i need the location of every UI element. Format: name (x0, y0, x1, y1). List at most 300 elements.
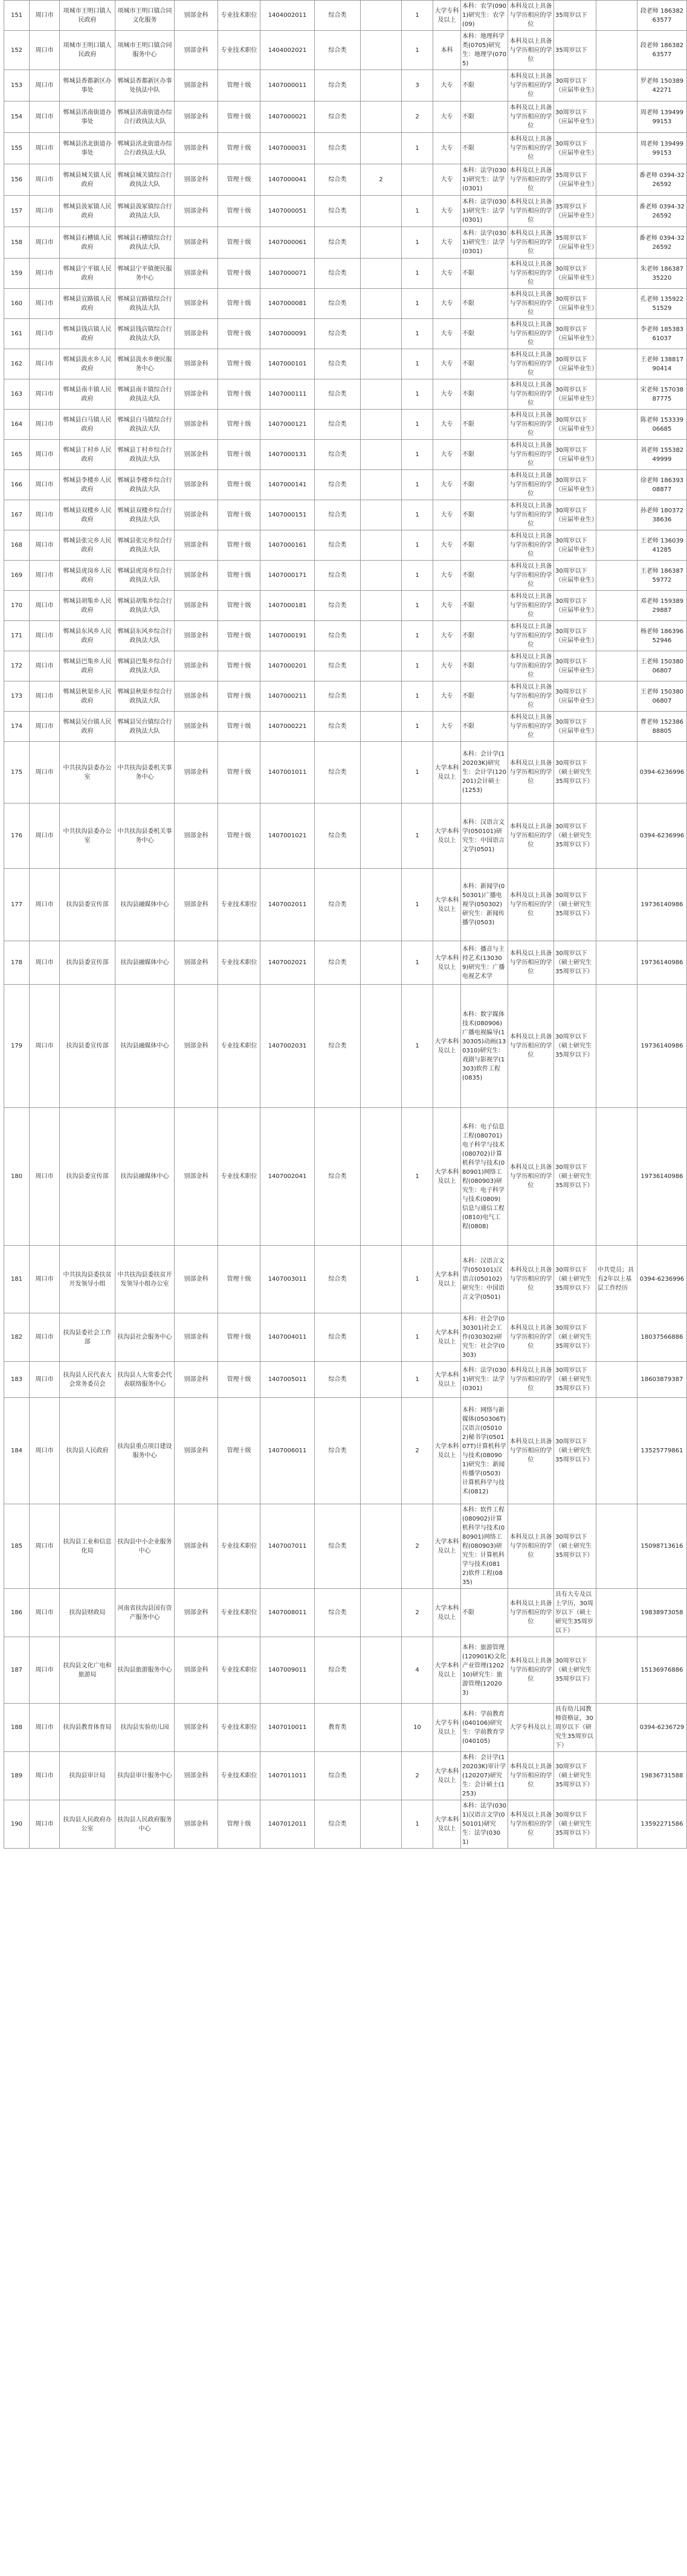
cell-no: 172 (4, 651, 30, 681)
cell-unit: 扶沟县财政局 (60, 1589, 115, 1637)
cell-req: 本科及以上具备与学历相应的学位 (508, 530, 554, 561)
cell-note (596, 1398, 637, 1504)
cell-req: 本科及以上具备与学历相应的学位 (508, 196, 554, 227)
table-body (4, 1, 687, 1849)
table-row (4, 227, 687, 259)
cell-req: 本科及以上具备与学历相应的学位 (508, 289, 554, 319)
cell-code: 1407000161 (260, 530, 315, 561)
cell-exam (361, 1246, 402, 1313)
cell-note (596, 681, 637, 712)
cell-edu: 大专 (433, 227, 461, 259)
cell-contact: 19836731588 (637, 1752, 687, 1800)
cell-cat: 综合类 (315, 985, 361, 1108)
cell-code: 1407002041 (260, 1108, 315, 1246)
cell-post: 专业技术职位 (218, 985, 260, 1108)
cell-req: 本科及以上具备与学历相应的学位 (508, 742, 554, 803)
cell-contact: 19736140986 (637, 1108, 687, 1246)
cell-cat: 综合类 (315, 259, 361, 289)
cell-edu: 本科 (433, 31, 461, 70)
cell-post: 管理十级 (218, 712, 260, 742)
cell-edu: 大专 (433, 133, 461, 164)
cell-num: 1 (402, 561, 433, 591)
cell-post: 管理十级 (218, 500, 260, 530)
cell-cat: 综合类 (315, 1589, 361, 1637)
cell-unit: 郸城县巴集乡人民政府 (60, 651, 115, 681)
cell-type: 别部金科 (175, 440, 218, 470)
cell-contact: 曹老师 15238688805 (637, 712, 687, 742)
cell-cat: 综合类 (315, 869, 361, 941)
cell-post: 专业技术职位 (218, 1704, 260, 1752)
cell-exam (361, 1504, 402, 1589)
cell-dept: 扶沟县融媒体中心 (115, 1108, 175, 1246)
cell-edu: 大专 (433, 379, 461, 410)
cell-note (596, 561, 637, 591)
cell-other: 具有大专及以上学历，30周岁以下（硕士研究生35周岁以下） (554, 1589, 596, 1637)
cell-major: 本科：汉语言文学(050101)研究生：中国语言文学(0501) (461, 803, 508, 869)
cell-unit: 郸城县石槽镇人民政府 (60, 227, 115, 259)
table-row (4, 1362, 687, 1398)
cell-req: 本科及以上具备与学历相应的学位 (508, 101, 554, 133)
cell-type: 别部金科 (175, 712, 218, 742)
cell-cat: 综合类 (315, 651, 361, 681)
cell-type: 别部金科 (175, 1752, 218, 1800)
cell-type: 别部金科 (175, 470, 218, 500)
cell-other: 30周岁以下（应届毕业生） (554, 133, 596, 164)
cell-edu: 大学本科及以上 (433, 1504, 461, 1589)
cell-major: 本科：旅游管理(120901K)文化产业管理(120210)研究生：旅游管理(120203) (461, 1637, 508, 1704)
cell-num: 4 (402, 1637, 433, 1704)
table-row (4, 803, 687, 869)
cell-edu: 大学本科及以上 (433, 869, 461, 941)
cell-cat: 综合类 (315, 561, 361, 591)
cell-req: 本科及以上具备与学历相应的学位 (508, 349, 554, 379)
cell-req: 本科及以上具备与学历相应的学位 (508, 133, 554, 164)
cell-contact: 宋老师 15703887775 (637, 379, 687, 410)
cell-no: 152 (4, 31, 30, 70)
cell-other: 30周岁以下（硕士研究生35周岁以下） (554, 1246, 596, 1313)
cell-dept: 河南省扶沟县国有资产服务中心 (115, 1589, 175, 1637)
table-row (4, 31, 687, 70)
cell-unit: 郸城县李楼乡人民政府 (60, 470, 115, 500)
cell-type: 别部金科 (175, 651, 218, 681)
cell-contact: 0394-6236996 (637, 803, 687, 869)
cell-contact: 段老师 18638263577 (637, 31, 687, 70)
cell-edu: 大专 (433, 561, 461, 591)
cell-city: 周口市 (30, 410, 60, 440)
cell-req: 本科及以上具备与学历相应的学位 (508, 1800, 554, 1849)
cell-code: 1407010011 (260, 1704, 315, 1752)
cell-exam (361, 941, 402, 985)
cell-req: 本科及以上具备与学历相应的学位 (508, 164, 554, 196)
cell-city: 周口市 (30, 1800, 60, 1849)
cell-note (596, 70, 637, 101)
cell-num: 1 (402, 621, 433, 651)
cell-cat: 教育类 (315, 1704, 361, 1752)
cell-edu: 大专 (433, 101, 461, 133)
cell-num: 2 (402, 101, 433, 133)
cell-type: 别部金科 (175, 681, 218, 712)
cell-exam (361, 1800, 402, 1849)
cell-edu: 大专 (433, 530, 461, 561)
cell-type: 别部金科 (175, 561, 218, 591)
cell-no: 153 (4, 70, 30, 101)
cell-exam (361, 1, 402, 31)
cell-major: 不限 (461, 440, 508, 470)
cell-city: 周口市 (30, 70, 60, 101)
cell-city: 周口市 (30, 1, 60, 31)
cell-city: 周口市 (30, 941, 60, 985)
cell-major: 本科：法学(0301)研究生：法学(0301) (461, 164, 508, 196)
cell-req: 本科及以上具备与学历相应的学位 (508, 1246, 554, 1313)
cell-dept: 郸城县石槽镇综合行政执法大队 (115, 227, 175, 259)
cell-major: 本科：学前教育(040106)研究生：学前教育学(040105) (461, 1704, 508, 1752)
cell-req: 本科及以上具备与学历相应的学位 (508, 1108, 554, 1246)
cell-req: 本科及以上具备与学历相应的学位 (508, 259, 554, 289)
cell-city: 周口市 (30, 319, 60, 349)
cell-cat: 综合类 (315, 319, 361, 349)
cell-note (596, 530, 637, 561)
table-row (4, 591, 687, 621)
table-row (4, 941, 687, 985)
cell-post: 专业技术职位 (218, 1108, 260, 1246)
cell-post: 管理十级 (218, 530, 260, 561)
cell-exam (361, 803, 402, 869)
cell-city: 周口市 (30, 133, 60, 164)
cell-contact: 王老师 13881790414 (637, 349, 687, 379)
cell-city: 周口市 (30, 803, 60, 869)
cell-no: 186 (4, 1589, 30, 1637)
cell-unit: 郸城县汲冢镇人民政府 (60, 196, 115, 227)
cell-cat: 综合类 (315, 70, 361, 101)
cell-other: 30周岁以下（硕士研究生35周岁以下） (554, 1362, 596, 1398)
table-row (4, 410, 687, 440)
cell-num: 2 (402, 1398, 433, 1504)
cell-num: 1 (402, 319, 433, 349)
cell-other: 35周岁以下 (554, 1, 596, 31)
cell-other: 30周岁以下（硕士研究生35周岁以下） (554, 869, 596, 941)
cell-unit: 扶沟县委宣传部 (60, 941, 115, 985)
table-row (4, 1752, 687, 1800)
cell-type: 别部金科 (175, 1362, 218, 1398)
cell-code: 1407002031 (260, 985, 315, 1108)
cell-code: 1407000191 (260, 621, 315, 651)
cell-city: 周口市 (30, 621, 60, 651)
cell-cat: 综合类 (315, 133, 361, 164)
cell-dept: 扶沟县融媒体中心 (115, 941, 175, 985)
cell-cat: 综合类 (315, 349, 361, 379)
cell-unit: 郸城县胡集乡人民政府 (60, 591, 115, 621)
cell-dept: 郸城县汲冢镇综合行政执法大队 (115, 196, 175, 227)
cell-note (596, 31, 637, 70)
cell-unit: 郸城县汲水乡人民政府 (60, 349, 115, 379)
cell-type: 别部金科 (175, 259, 218, 289)
cell-unit: 项城市王明口镇人民政府 (60, 31, 115, 70)
cell-city: 周口市 (30, 349, 60, 379)
cell-other: 30周岁以下（硕士研究生35周岁以下） (554, 742, 596, 803)
cell-no: 154 (4, 101, 30, 133)
cell-contact: 18037566886 (637, 1313, 687, 1362)
cell-no: 156 (4, 164, 30, 196)
cell-note (596, 803, 637, 869)
cell-no: 173 (4, 681, 30, 712)
cell-type: 别部金科 (175, 1504, 218, 1589)
cell-code: 1407006011 (260, 1398, 315, 1504)
table-row (4, 70, 687, 101)
cell-type: 别部金科 (175, 70, 218, 101)
cell-edu: 大学本科及以上 (433, 1752, 461, 1800)
cell-unit: 郸城县宁平镇人民政府 (60, 259, 115, 289)
cell-cat: 综合类 (315, 410, 361, 440)
cell-city: 周口市 (30, 289, 60, 319)
cell-cat: 综合类 (315, 101, 361, 133)
cell-major: 不限 (461, 651, 508, 681)
table-row (4, 440, 687, 470)
cell-major: 本科：法学(0301)汉语言文学(050101)研究生：法学(0301) (461, 1800, 508, 1849)
cell-other: 30周岁以下（硕士研究生35周岁以下） (554, 803, 596, 869)
cell-unit: 郸城县南丰镇人民政府 (60, 379, 115, 410)
cell-other: 30周岁以下（硕士研究生35周岁以下） (554, 1752, 596, 1800)
cell-major: 不限 (461, 530, 508, 561)
cell-exam (361, 133, 402, 164)
cell-no: 157 (4, 196, 30, 227)
cell-req: 本科及以上具备与学历相应的学位 (508, 470, 554, 500)
cell-edu: 大专 (433, 440, 461, 470)
cell-unit: 扶沟县委宣传部 (60, 985, 115, 1108)
cell-contact: 番老师 0394-3226592 (637, 227, 687, 259)
table-row (4, 319, 687, 349)
cell-req: 本科及以上具备与学历相应的学位 (508, 621, 554, 651)
cell-contact: 邓老师 15938929887 (637, 591, 687, 621)
cell-cat: 综合类 (315, 289, 361, 319)
cell-other: 30周岁以下（应届毕业生） (554, 500, 596, 530)
cell-code: 1407001021 (260, 803, 315, 869)
cell-no: 170 (4, 591, 30, 621)
cell-code: 1404002011 (260, 1, 315, 31)
cell-req: 本科及以上具备与学历相应的学位 (508, 681, 554, 712)
cell-edu: 大专 (433, 349, 461, 379)
cell-type: 别部金科 (175, 319, 218, 349)
cell-req: 本科及以上具备与学历相应的学位 (508, 319, 554, 349)
cell-req: 本科及以上具备与学历相应的学位 (508, 985, 554, 1108)
cell-req: 本科及以上具备与学历相应的学位 (508, 1313, 554, 1362)
cell-exam (361, 410, 402, 440)
cell-no: 159 (4, 259, 30, 289)
cell-other: 35周岁以下（应届毕业生） (554, 164, 596, 196)
cell-dept: 郸城县吴台镇综合行政执法大队 (115, 712, 175, 742)
cell-contact: 陈老师 15333906685 (637, 410, 687, 440)
cell-code: 1407000051 (260, 196, 315, 227)
cell-contact: 刘老师 15538249999 (637, 440, 687, 470)
cell-req: 本科及以上具备与学历相应的学位 (508, 591, 554, 621)
cell-note (596, 742, 637, 803)
cell-city: 周口市 (30, 869, 60, 941)
cell-req: 本科及以上具备与学历相应的学位 (508, 1, 554, 31)
cell-note (596, 941, 637, 985)
cell-note (596, 440, 637, 470)
cell-num: 1 (402, 349, 433, 379)
cell-city: 周口市 (30, 1504, 60, 1589)
cell-other: 30周岁以下（应届毕业生） (554, 410, 596, 440)
cell-edu: 大专 (433, 651, 461, 681)
cell-other: 30周岁以下（应届毕业生） (554, 70, 596, 101)
cell-cat: 综合类 (315, 941, 361, 985)
cell-city: 周口市 (30, 742, 60, 803)
cell-num: 3 (402, 70, 433, 101)
cell-edu: 大专 (433, 681, 461, 712)
cell-exam (361, 591, 402, 621)
cell-no: 169 (4, 561, 30, 591)
cell-contact: 13592271586 (637, 1800, 687, 1849)
cell-type: 别部金科 (175, 500, 218, 530)
cell-major: 本科：法学(0301)研究生：法学(0301) (461, 196, 508, 227)
cell-code: 1407000061 (260, 227, 315, 259)
cell-major: 不限 (461, 591, 508, 621)
cell-contact: 13525779861 (637, 1398, 687, 1504)
cell-note (596, 470, 637, 500)
cell-num: 1 (402, 681, 433, 712)
cell-exam (361, 985, 402, 1108)
cell-city: 周口市 (30, 1246, 60, 1313)
cell-dept: 郸城县丁村乡综合行政执法大队 (115, 440, 175, 470)
cell-edu: 大学专科及以上 (433, 1704, 461, 1752)
table-row (4, 561, 687, 591)
cell-type: 别部金科 (175, 1589, 218, 1637)
cell-contact: 0394-6236996 (637, 742, 687, 803)
cell-other: 35周岁以下（应届毕业生） (554, 227, 596, 259)
cell-no: 188 (4, 1704, 30, 1752)
cell-exam (361, 681, 402, 712)
cell-cat: 综合类 (315, 1246, 361, 1313)
cell-type: 别部金科 (175, 803, 218, 869)
cell-type: 别部金科 (175, 410, 218, 440)
cell-other: 30周岁以下（应届毕业生） (554, 681, 596, 712)
cell-other: 30周岁以下（应届毕业生） (554, 651, 596, 681)
cell-other: 30周岁以下（硕士研究生35周岁以下） (554, 1637, 596, 1704)
cell-dept: 郸城县洺北街道办综合行政执法大队 (115, 133, 175, 164)
cell-req: 本科及以上具备与学历相应的学位 (508, 440, 554, 470)
cell-type: 别部金科 (175, 164, 218, 196)
table-row (4, 289, 687, 319)
cell-dept: 扶沟县重点项目建设服务中心 (115, 1398, 175, 1504)
cell-code: 1407011011 (260, 1752, 315, 1800)
cell-edu: 大专 (433, 470, 461, 500)
cell-contact: 18603879387 (637, 1362, 687, 1398)
cell-post: 专业技术职位 (218, 1637, 260, 1704)
cell-no: 155 (4, 133, 30, 164)
cell-exam (361, 651, 402, 681)
cell-edu: 大专 (433, 621, 461, 651)
recruitment-table (4, 0, 687, 1849)
cell-cat: 综合类 (315, 742, 361, 803)
cell-edu: 大学本科及以上 (433, 1108, 461, 1246)
cell-other: 30周岁以下（应届毕业生） (554, 621, 596, 651)
table-row (4, 1, 687, 31)
cell-type: 别部金科 (175, 530, 218, 561)
cell-num: 1 (402, 1108, 433, 1246)
cell-dept: 郸城县李楼乡综合行政执法大队 (115, 470, 175, 500)
cell-edu: 大专 (433, 259, 461, 289)
cell-city: 周口市 (30, 530, 60, 561)
cell-unit: 郸城县虎岗乡人民政府 (60, 561, 115, 591)
cell-contact: 罗老师 15038942271 (637, 70, 687, 101)
cell-type: 别部金科 (175, 1, 218, 31)
cell-dept: 郸城县白马镇综合行政执法大队 (115, 410, 175, 440)
cell-req: 本科及以上具备与学历相应的学位 (508, 227, 554, 259)
cell-code: 1407000181 (260, 591, 315, 621)
cell-unit: 扶沟县审计局 (60, 1752, 115, 1800)
cell-dept: 郸城县虎岗乡综合行政执法大队 (115, 561, 175, 591)
cell-edu: 大学本科及以上 (433, 1246, 461, 1313)
cell-type: 别部金科 (175, 227, 218, 259)
cell-num: 1 (402, 289, 433, 319)
cell-post: 管理十级 (218, 681, 260, 712)
table-row (4, 1800, 687, 1849)
cell-city: 周口市 (30, 681, 60, 712)
cell-exam (361, 742, 402, 803)
cell-edu: 大学本科及以上 (433, 803, 461, 869)
cell-cat: 综合类 (315, 591, 361, 621)
cell-major: 本科：新闻学(050301)广播电视学(050302)研究生：新闻传播学(0503) (461, 869, 508, 941)
cell-num: 1 (402, 591, 433, 621)
cell-type: 别部金科 (175, 1704, 218, 1752)
table-row (4, 681, 687, 712)
cell-req: 本科及以上具备与学历相应的学位 (508, 410, 554, 440)
cell-major: 不限 (461, 289, 508, 319)
cell-note (596, 1637, 637, 1704)
cell-other: 35周岁以下（应届毕业生） (554, 196, 596, 227)
cell-other: 30周岁以下（硕士研究生35周岁以下） (554, 941, 596, 985)
cell-dept: 郸城县东风乡综合行政执法大队 (115, 621, 175, 651)
cell-edu: 大专 (433, 70, 461, 101)
cell-note (596, 651, 637, 681)
cell-other: 30周岁以下（硕士研究生35周岁以下） (554, 985, 596, 1108)
cell-cat: 综合类 (315, 227, 361, 259)
cell-contact: 周老师 13949999153 (637, 133, 687, 164)
cell-post: 管理十级 (218, 379, 260, 410)
cell-type: 别部金科 (175, 1313, 218, 1362)
cell-major: 本科：软件工程(080902)计算机科学与技术(080901)网络工程(080903)研究生：计算机科学与技术(0812)软件工程(0835) (461, 1504, 508, 1589)
cell-other: 30周岁以下（应届毕业生） (554, 349, 596, 379)
cell-other: 30周岁以下（硕士研究生35周岁以下） (554, 1108, 596, 1246)
cell-type: 别部金科 (175, 133, 218, 164)
cell-cat: 综合类 (315, 681, 361, 712)
cell-unit: 扶沟县委社会工作部 (60, 1313, 115, 1362)
cell-code: 1407000111 (260, 379, 315, 410)
cell-contact: 周老师 13949999153 (637, 101, 687, 133)
cell-post: 管理十级 (218, 319, 260, 349)
cell-code: 1404002021 (260, 31, 315, 70)
cell-contact: 王老师 15038006807 (637, 681, 687, 712)
cell-cat: 综合类 (315, 1800, 361, 1849)
table-row (4, 1313, 687, 1362)
cell-post: 管理十级 (218, 70, 260, 101)
cell-city: 周口市 (30, 500, 60, 530)
cell-post: 管理十级 (218, 289, 260, 319)
cell-edu: 大学本科及以上 (433, 742, 461, 803)
cell-unit: 郸城县宜路镇人民政府 (60, 289, 115, 319)
cell-city: 周口市 (30, 227, 60, 259)
cell-code: 1407000031 (260, 133, 315, 164)
cell-req: 本科及以上具备与学历相应的学位 (508, 803, 554, 869)
cell-other: 30周岁以下（硕士研究生35周岁以下） (554, 1313, 596, 1362)
cell-note (596, 227, 637, 259)
cell-req: 本科及以上具备与学历相应的学位 (508, 941, 554, 985)
cell-no: 161 (4, 319, 30, 349)
cell-other: 30周岁以下（硕士研究生35周岁以下） (554, 1504, 596, 1589)
cell-no: 177 (4, 869, 30, 941)
cell-code: 1407002011 (260, 869, 315, 941)
cell-num: 1 (402, 196, 433, 227)
